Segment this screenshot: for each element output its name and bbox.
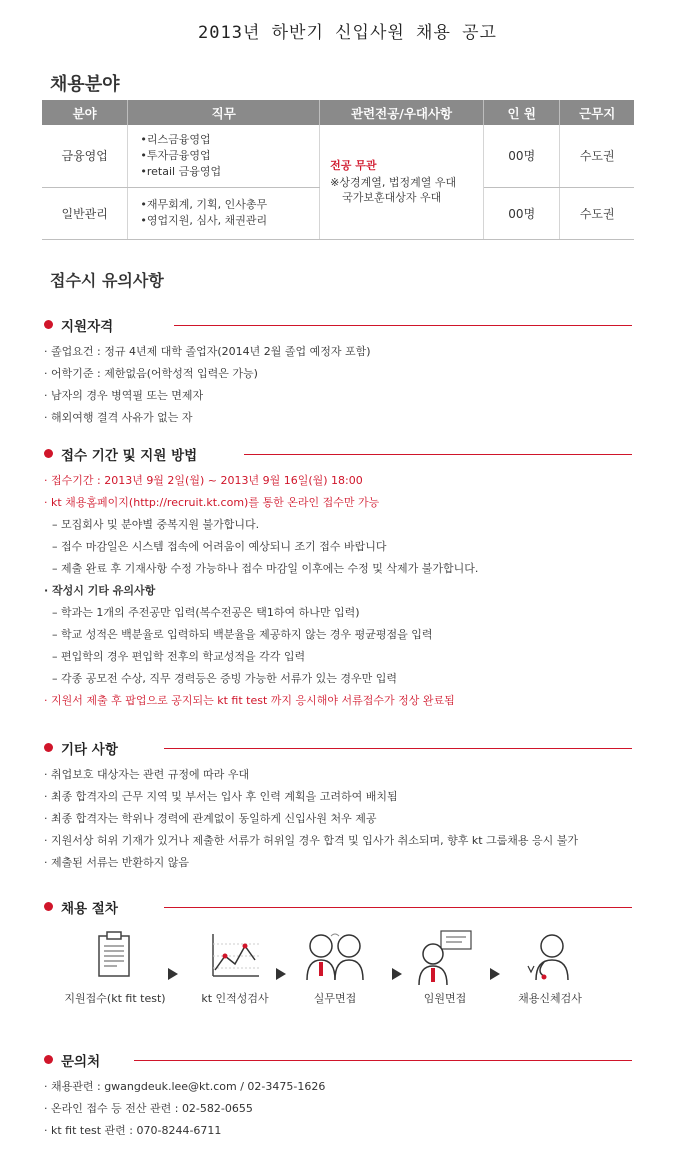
major-red: 전공 무관 (330, 159, 377, 173)
recruit-table (42, 100, 634, 240)
list-item: · 어학기준 : 제한없음(어학성적 입력은 가능) (44, 367, 258, 380)
list-item: · 접수기간 : 2013년 9월 2일(월) ~ 2013년 9월 16일(월) 18:00 (44, 474, 363, 487)
section-rule (164, 907, 632, 908)
process-step-label: kt 인적성검사 (201, 992, 269, 1005)
list-item: – 편입학의 경우 편입학 전후의 학교성적을 각각 입력 (52, 650, 306, 663)
contact-item: · 온라인 접수 등 전산 관련 : 02-582-0655 (44, 1102, 253, 1115)
process-step-label: 채용신체검사 (518, 992, 582, 1005)
process-step-interview (285, 930, 385, 1006)
bullet-dot-icon (44, 449, 53, 458)
interview-people-icon (303, 930, 367, 982)
list-item: · 제출된 서류는 반환하지 않음 (44, 856, 189, 869)
process-step-label: 임원면접 (423, 992, 467, 1005)
list-item: – 모집회사 및 분야별 중복지원 불가합니다. (52, 518, 260, 531)
list-item: · 남자의 경우 병역필 또는 면제자 (44, 389, 204, 402)
major-note: ※상경계열, 법정계열 우대 (330, 176, 457, 190)
section-qualification (44, 315, 644, 429)
job-item: •영업지원, 심사, 채권관리 (140, 214, 268, 227)
table-cell-count: 00명 (484, 187, 560, 239)
page-title: 2013년 하반기 신입사원 채용 공고 (198, 23, 497, 43)
section-contact (44, 1050, 644, 1142)
header-location: 근무지 (560, 100, 634, 125)
section-title: 접수 기간 및 지원 방법 (61, 444, 207, 464)
list-item: · 지원서상 허위 기재가 있거나 제출한 서류가 허위일 경우 합격 및 입사가 취소되며, 향후 kt 그룹채용 응시 불가 (44, 834, 579, 847)
section-title: 지원자격 (61, 315, 123, 335)
section-title: 기타 사항 (61, 738, 128, 758)
section-title: 채용 절차 (61, 897, 128, 917)
contact-item: · kt fit test 관련 : 070-8244-6711 (44, 1124, 222, 1137)
list-item: – 각종 공모전 수상, 직무 경력등은 증빙 가능한 서류가 있는 경우만 입력 (52, 672, 397, 685)
table-cell-field: 일반관리 (42, 187, 128, 239)
arrow-right-icon (490, 968, 500, 980)
bullet-dot-icon (44, 902, 53, 911)
list-item: – 제출 완료 후 기재사항 수정 가능하나 접수 마감일 이후에는 수정 및 삭제가 불가합니다. (52, 562, 479, 575)
section-title: 문의처 (61, 1050, 110, 1070)
job-item: •retail 금융영업 (140, 164, 222, 178)
job-item: •투자금융영업 (140, 148, 211, 162)
list-item: · 졸업요건 : 정규 4년제 대학 졸업자(2014년 2월 졸업 예정자 포함) (44, 345, 371, 358)
table-cell-location: 수도권 (560, 125, 634, 187)
table-cell-count: 00명 (484, 125, 560, 187)
section-rule (244, 454, 632, 455)
section-rule (174, 325, 632, 326)
section-period (44, 444, 644, 712)
process-step-exec-interview (400, 930, 490, 1006)
table-cell-jobs (128, 187, 320, 239)
header-count: 인 원 (484, 100, 560, 125)
list-item: – 학교 성적은 백분율로 입력하되 백분율을 제공하지 않는 경우 평균평점을 입력 (52, 628, 433, 641)
section-rule (134, 1060, 632, 1061)
list-item: · 해외여행 결격 사유가 없는 자 (44, 411, 193, 424)
list-item: · 최종 합격자의 근무 지역 및 부서는 입사 후 인력 계획을 고려하여 배치됨 (44, 790, 398, 803)
contact-item: · 채용관련 : gwangdeuk.lee@kt.com / 02-3475-1626 (44, 1080, 326, 1093)
list-item: – 학과는 1개의 주전공만 입력(복수전공은 택1하여 하나만 입력) (52, 606, 360, 619)
list-item: · kt 채용홈페이지(http://recruit.kt.com)를 통한 온라인 접수만 가능 (44, 496, 380, 509)
application-form-icon (95, 930, 135, 982)
list-item: – 접수 마감일은 시스템 접속에 어려움이 예상되니 조기 접수 바랍니다 (52, 540, 387, 553)
table-cell-location: 수도권 (560, 187, 634, 239)
line-graph-icon (207, 930, 263, 982)
job-item: •재무회계, 기획, 인사총무 (140, 198, 268, 211)
header-field: 분야 (42, 100, 128, 125)
doctor-stethoscope-icon (522, 930, 578, 982)
job-item: •리스금융영업 (140, 132, 211, 146)
bullet-dot-icon (44, 743, 53, 752)
header-major: 관련전공/우대사항 (320, 100, 484, 125)
table-cell-major (320, 125, 484, 239)
process-flow (0, 930, 695, 1010)
notice-heading: 접수시 유의사항 (50, 271, 164, 290)
list-item: · 작성시 기타 유의사항 (44, 584, 156, 597)
section-rule (164, 748, 632, 749)
arrow-right-icon (168, 968, 178, 980)
process-step-aptitude (180, 930, 290, 1006)
section-etc (44, 738, 644, 874)
list-item: · 지원서 제출 후 팝업으로 공지되는 kt fit test 까지 응시해야 서류접수가 정상 완료됨 (44, 694, 455, 707)
process-step-apply (60, 930, 170, 1006)
list-item: · 취업보호 대상자는 관련 규정에 따라 우대 (44, 768, 250, 781)
table-cell-jobs (128, 125, 320, 187)
bullet-dot-icon (44, 320, 53, 329)
process-step-medical (500, 930, 600, 1006)
process-step-label: 실무면접 (313, 992, 357, 1005)
section-process (44, 897, 644, 917)
list-item: · 최종 합격자는 학위나 경력에 관계없이 동일하게 신입사원 처우 제공 (44, 812, 377, 825)
table-cell-field: 금융영업 (42, 125, 128, 187)
recruit-heading: 채용분야 (50, 74, 120, 95)
header-job: 직무 (128, 100, 320, 125)
process-step-label: 지원접수(kt fit test) (64, 992, 166, 1005)
bullet-dot-icon (44, 1055, 53, 1064)
major-note: 국가보훈대상자 우대 (342, 191, 442, 205)
executive-speech-icon (415, 930, 475, 986)
